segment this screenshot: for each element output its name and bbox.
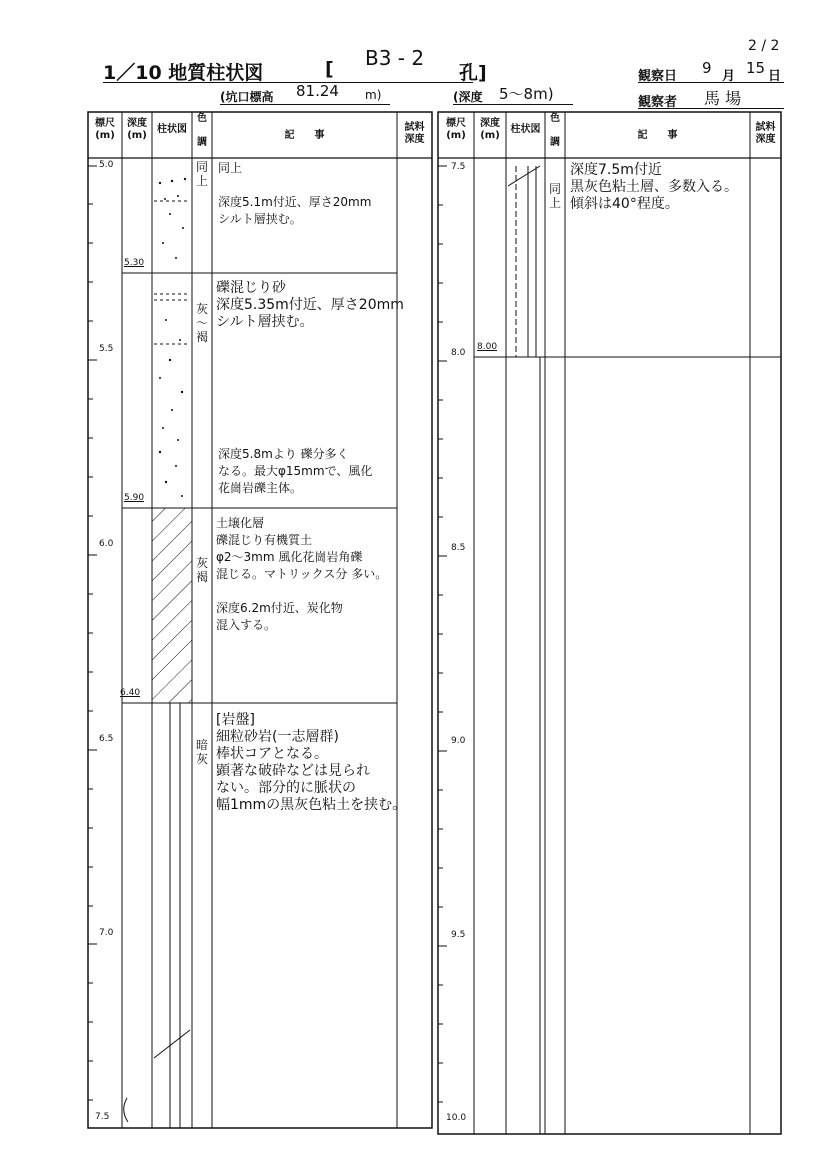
col-scale-header: 標尺 (m) — [95, 118, 115, 141]
boundary-depth: 5.30 — [124, 258, 145, 268]
clay-core-lines — [508, 166, 540, 1134]
month-char: 月 — [722, 69, 736, 84]
tick-label: 6.0 — [99, 539, 114, 549]
tick-label: 7.5 — [95, 1112, 110, 1122]
tick-label: 8.5 — [451, 543, 466, 553]
color-tone: 同 上 — [195, 160, 208, 188]
tick-label: 6.5 — [99, 734, 114, 744]
tick-label: 7.0 — [99, 928, 114, 938]
note-block: 礫混じり砂 深度5.35m付近、厚さ20mm シルト層挟む。 — [216, 280, 404, 330]
observer-label: 観察者 — [638, 95, 678, 110]
col-scale-header-right: 標尺 (m) — [446, 118, 466, 141]
col-color-header: 色 調 — [197, 113, 207, 148]
note-block: 同上 深度5.1m付近、厚さ20mm シルト層挟む。 — [218, 161, 372, 226]
col-notes-header-right: 記 事 — [637, 130, 678, 141]
col-column-header-right: 柱状図 — [510, 124, 541, 135]
col-sample-header: 試料 深度 — [404, 122, 425, 145]
elevation-unit: m) — [365, 88, 382, 102]
boundary-depth: 5.90 — [124, 493, 145, 503]
col-depth-header: 深度 (m) — [127, 118, 147, 141]
elevation-value: 81.24 — [296, 82, 339, 100]
elevation-label: (坑口標高 — [220, 90, 274, 104]
note-block: 土壌化層 礫混じり有機質土 φ2～3mm 風化花崗岩角礫 混じる。マトリックス分 多い。 深度6.2m付近、炭化物 混入する。 — [216, 516, 388, 632]
col-column-header: 柱状図 — [157, 124, 187, 135]
obs-day: 15 — [746, 59, 766, 77]
boundary-depth: 8.00 — [477, 342, 498, 352]
hole-id: B3 - 2 — [365, 46, 425, 70]
color-tone: 同 上 — [548, 182, 561, 210]
observer-name: 馬 場 — [704, 89, 742, 108]
depth-label: (深度 — [453, 90, 483, 104]
tick-label: 10.0 — [446, 1113, 467, 1123]
tick-label: 9.5 — [451, 930, 466, 940]
tick-label: 5.0 — [99, 160, 114, 170]
color-tone: 灰 褐 — [195, 556, 208, 584]
col-depth-header-right: 深度 (m) — [480, 118, 500, 141]
obs-month: 9 — [702, 59, 712, 77]
hole-suffix: 孔] — [459, 62, 487, 84]
obs-date-label: 観察日 — [638, 69, 678, 84]
page-number: 2 / 2 — [748, 38, 780, 54]
boundary-depth: 6.40 — [120, 688, 141, 698]
tick-label: 9.0 — [451, 736, 466, 746]
note-block: 深度5.8mより 礫分多く なる。最大φ15mmで、風化 花崗岩礫主体。 — [218, 447, 373, 495]
day-char: 日 — [768, 69, 782, 84]
bracket-open: [ — [325, 58, 334, 80]
tick-label: 5.5 — [99, 344, 114, 354]
col-notes-header: 記 事 — [284, 130, 325, 141]
note-block: [岩盤] 細粒砂岩(一志層群) 棒状コアとなる。 顕著な破砕などは見られ ない。部分的に脈状の 幅1mmの黒灰色粘土を挟む。 — [216, 712, 407, 813]
depth-range: 5～8m) — [499, 85, 554, 103]
col-sample-header-right: 試料 深度 — [755, 122, 776, 145]
color-tone: 暗 灰 — [195, 738, 208, 766]
tick-label: 8.0 — [451, 348, 466, 358]
tick-label: 7.5 — [451, 162, 466, 172]
scale-title-text: 1／10 地質柱状図 — [103, 62, 264, 84]
note-block: 深度7.5m付近 黒灰色粘土層、多数入る。 傾斜は40°程度。 — [570, 162, 738, 212]
color-tone: 灰 〜 褐 — [195, 302, 208, 344]
col-color-header-right: 色 調 — [550, 113, 560, 148]
